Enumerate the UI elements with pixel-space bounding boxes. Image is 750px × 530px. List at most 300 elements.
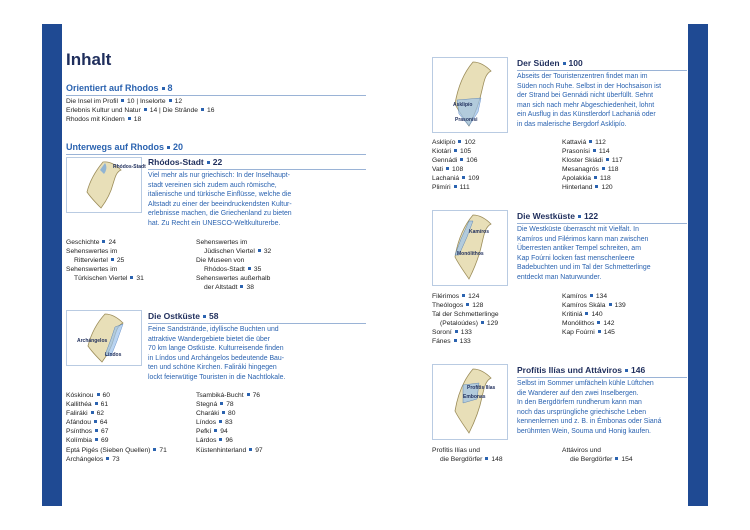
bullet-square-icon [167, 146, 170, 149]
entry-page: 71 [159, 446, 167, 454]
entry-label: Rhódos-Stadt [204, 266, 245, 274]
entry-page: 114 [598, 148, 610, 156]
index-column-2 [562, 446, 690, 464]
orientiert-line [66, 106, 366, 115]
chapter-description [517, 379, 689, 437]
bullet-square-icon [95, 438, 98, 441]
entry-page: 154 [621, 456, 633, 464]
index-entry[interactable] [66, 391, 194, 400]
description-line: in das malerische Bergdorf Asklipío. [517, 120, 627, 128]
map-label: Rhódos-Stadt [113, 164, 146, 170]
index-entry[interactable] [432, 319, 560, 328]
entry-label: Filérimos [432, 293, 460, 300]
entry-label: Kattaviá [562, 139, 587, 146]
bullet-square-icon [466, 303, 469, 306]
entry-label: Erlebnis Kultur und Natur [66, 107, 141, 115]
entry-page: 31 [136, 275, 144, 283]
index-column-1 [432, 138, 560, 193]
entry-page: 76 [252, 392, 261, 399]
description-line: lockt feierwütige Touristen in die Nachtlokale. [148, 373, 286, 381]
index-entry[interactable] [562, 301, 690, 310]
entry-label: Sehenswertes im [66, 248, 118, 256]
bullet-square-icon [153, 448, 156, 451]
entry-page: 62 [96, 410, 105, 418]
entry-page: 118 [607, 166, 619, 174]
bullet-square-icon [248, 267, 251, 270]
entry-label: Gennádi [432, 157, 458, 165]
index-column-1 [66, 391, 194, 464]
index-entry[interactable] [432, 147, 560, 156]
chapter-title: Die Ostküste [148, 311, 200, 321]
bullet-square-icon [455, 330, 458, 333]
index-column-1 [432, 292, 560, 347]
description-line: Überresten antiker Tempel schreiten, am [517, 245, 641, 253]
index-column-2 [196, 391, 366, 455]
orientiert-entry[interactable] [140, 98, 182, 105]
entry-label: Afándou [66, 419, 91, 427]
entry-label: Attáviros und [562, 447, 602, 454]
bullet-square-icon [95, 429, 98, 432]
index-entry[interactable] [196, 409, 366, 418]
index-entry[interactable] [66, 274, 194, 283]
index-entry[interactable] [562, 183, 690, 192]
divider [148, 323, 366, 324]
description-line: der Strand bei Gennádi nicht überfüllt. Sehnt [517, 92, 653, 100]
index-entry[interactable] [562, 147, 690, 156]
entry-page: 38 [246, 284, 254, 292]
entry-label: Die Insel im Profil [66, 98, 119, 105]
index-entry[interactable] [196, 247, 366, 256]
chapter-description [148, 325, 366, 383]
entry-label: Fánes [432, 338, 451, 346]
description-line: Viel mehr als nur griechisch: In der Inselhaupt- [148, 172, 290, 179]
chapter-title: Der Süden [517, 58, 560, 68]
map-rhodos-stadt [66, 157, 146, 213]
description-line: Abseits der Touristenzentren findet man im [517, 73, 648, 80]
entry-page: 78 [226, 401, 234, 409]
chapter-title: Die Westküste [517, 211, 575, 221]
index-entry [196, 274, 366, 283]
index-entry[interactable] [432, 328, 560, 337]
entry-label: Tsambiká-Bucht [196, 392, 244, 399]
bullet-square-icon [585, 312, 588, 315]
entry-label: Charáki [196, 410, 220, 418]
entry-label: Die Strände [162, 107, 198, 115]
bullet-square-icon [625, 369, 628, 372]
index-entry[interactable] [562, 310, 690, 319]
bullet-square-icon [162, 87, 165, 90]
entry-page: 25 [116, 257, 125, 265]
chapter-heading[interactable] [517, 211, 598, 221]
description-line: 70 km lange Ostküste. Kulturreisende finden [148, 345, 284, 353]
chapter-page: 100 [568, 58, 583, 68]
index-entry[interactable] [66, 400, 194, 409]
entry-label: Kamíros [562, 293, 587, 300]
description-line: Süden noch Ruhe. Selbst in der Hochsaison ist [517, 82, 662, 90]
bullet-square-icon [481, 321, 484, 324]
bullet-square-icon [258, 249, 261, 252]
entry-page: 105 [459, 148, 472, 156]
section-page: 20 [173, 142, 184, 152]
map-label: Asklipío [453, 102, 473, 108]
index-entry[interactable] [432, 156, 560, 165]
index-entry[interactable] [562, 156, 690, 165]
index-entry[interactable] [562, 174, 690, 183]
divider [517, 70, 687, 71]
description-line: Kamíros und Filérimos kann man zwischen [517, 235, 649, 243]
index-column-2 [562, 292, 690, 337]
bullet-square-icon [214, 429, 217, 432]
description-line: stadt vereinen sich zudem auch römische, [148, 181, 277, 189]
section-page: 8 [167, 83, 173, 93]
entry-label: Kap Foúrni [562, 329, 595, 337]
bullet-square-icon [144, 108, 147, 111]
entry-label: die Bergdörfer [440, 456, 483, 464]
entry-label: Kritiniá [562, 311, 583, 319]
index-entry[interactable] [562, 292, 690, 301]
index-entry [196, 256, 366, 265]
index-entry[interactable] [196, 427, 366, 436]
index-entry [562, 446, 690, 455]
entry-label: Geschichte [66, 239, 100, 246]
chapter-heading[interactable] [517, 58, 583, 68]
chapter-page: 22 [212, 157, 223, 167]
index-entry [432, 446, 560, 455]
bullet-square-icon [578, 215, 581, 218]
entry-label: Jüdischen Viertel [204, 248, 255, 256]
bullet-square-icon [97, 393, 100, 396]
index-entry[interactable] [66, 455, 194, 464]
entry-page: 96 [225, 437, 233, 445]
entry-page: 118 [600, 175, 611, 183]
entry-label: Plimíri [432, 184, 451, 192]
orientiert-entry[interactable] [163, 107, 215, 114]
entry-page: 106 [466, 157, 478, 165]
bullet-square-icon [462, 294, 465, 297]
entry-label: Kóskinou [66, 392, 94, 399]
entry-label: Eptá Pigés (Sieben Quellen) [66, 446, 151, 454]
index-entry[interactable] [66, 446, 194, 455]
entry-page: 94 [220, 428, 228, 436]
bullet-square-icon [91, 411, 94, 414]
index-entry[interactable] [432, 165, 560, 174]
description-line: Altstadt zu einer der beeindruckendsten Kultur- [148, 200, 292, 208]
entry-label: Türkischen Viertel [74, 275, 128, 283]
orientiert-line [66, 115, 366, 124]
entry-label: Líndos [196, 419, 217, 427]
bullet-square-icon [102, 240, 105, 243]
bullet-square-icon [589, 140, 592, 143]
index-column-2 [196, 238, 366, 293]
bullet-square-icon [609, 303, 612, 306]
map-label: Monólithos [457, 251, 484, 257]
entry-label: Tal der Schmetterlinge [432, 311, 499, 319]
entry-label: Theólogos [432, 302, 464, 310]
page-title: Inhalt [66, 50, 112, 69]
entry-label: Prasonísi [562, 148, 590, 156]
chapter-heading[interactable] [148, 157, 222, 167]
description-line: in Líndos und Archángelos bedeutende Bau- [148, 354, 285, 362]
entry-label: Stegná [196, 401, 218, 409]
description-line: berühmten Wein, Souma und Honig kaufen. [517, 427, 651, 435]
chapter-page: 146 [631, 365, 646, 375]
bullet-square-icon [240, 285, 243, 288]
bullet-square-icon [594, 176, 597, 179]
entry-page: 112 [595, 139, 606, 146]
entry-page: 83 [225, 419, 233, 427]
entry-page: 133 [459, 338, 471, 346]
map-label: Líndos [105, 352, 122, 358]
entry-label: Profítis Ilías und [432, 447, 480, 454]
index-entry[interactable] [66, 409, 194, 418]
entry-label: Hinterland [562, 184, 593, 192]
index-entry[interactable] [196, 283, 366, 292]
description-line: ten und schöne Kirchen. Faliráki hingegen [148, 364, 277, 372]
bullet-square-icon [454, 339, 457, 342]
entry-label: Kiotári [432, 148, 451, 156]
index-entry[interactable] [432, 292, 560, 301]
bullet-square-icon [201, 108, 204, 111]
index-entry [66, 247, 194, 256]
index-column-1 [66, 238, 194, 283]
index-entry[interactable] [562, 328, 690, 337]
index-entry[interactable] [196, 418, 366, 427]
entry-label: die Bergdörfer [570, 456, 613, 464]
bullet-square-icon [454, 185, 457, 188]
bullet-square-icon [454, 149, 457, 152]
index-entry[interactable] [196, 265, 366, 274]
bullet-square-icon [222, 411, 225, 414]
index-entry[interactable] [66, 256, 194, 265]
divider [66, 154, 366, 155]
entry-label: Vati [432, 166, 444, 174]
entry-label: Pefkí [196, 428, 212, 436]
index-entry[interactable] [432, 337, 560, 346]
index-entry[interactable] [562, 165, 690, 174]
map-label: Archángelos [77, 338, 108, 344]
entry-page: 109 [468, 175, 480, 183]
description-line: attraktive Wandergebiete bietet die über [148, 335, 270, 343]
bullet-square-icon [207, 161, 210, 164]
entry-label: Sehenswertes außerhalb [196, 275, 271, 283]
bullet-square-icon [121, 99, 124, 102]
index-entry[interactable] [432, 455, 560, 464]
bullet-square-icon [458, 140, 461, 143]
entry-label: Apolakkia [562, 175, 591, 183]
entry-label: Psínthos [66, 428, 93, 436]
index-entry[interactable] [196, 391, 366, 400]
entry-page: 10 [127, 98, 135, 105]
description-line: entdeckt man Naturwunder. [517, 273, 602, 281]
entry-page: 111 [459, 184, 470, 192]
index-entry[interactable] [196, 446, 366, 455]
index-entry[interactable] [562, 455, 690, 464]
entry-page: 120 [601, 184, 613, 192]
entry-label: Inselorte [139, 98, 166, 105]
entry-label: Kallithéa [66, 401, 92, 409]
chapter-heading[interactable] [517, 365, 645, 375]
index-column-1 [432, 446, 560, 464]
entry-page: 140 [591, 311, 603, 319]
chapter-page: 122 [583, 211, 599, 221]
bullet-square-icon [169, 99, 172, 102]
index-column-2 [562, 138, 690, 193]
entry-label: Ritterviertel [74, 257, 108, 265]
entry-page: 73 [112, 455, 120, 463]
section-unterwegs[interactable] [66, 142, 183, 152]
entry-page: 102 [464, 139, 476, 146]
entry-label: Asklipío [432, 139, 456, 146]
description-line: hat. Zu Recht ein UNESCO-Weltkulturerbe. [148, 219, 281, 227]
bullet-square-icon [106, 457, 109, 460]
entry-label: Küstenhinterland [196, 446, 247, 454]
index-entry[interactable] [196, 436, 366, 445]
entry-page: 61 [100, 401, 109, 409]
index-entry[interactable] [432, 183, 560, 192]
bullet-square-icon [595, 185, 598, 188]
divider [517, 223, 687, 224]
map-westkueste [432, 210, 508, 286]
index-entry[interactable] [432, 301, 560, 310]
entry-label: Mesanagrós [562, 166, 599, 174]
bullet-square-icon [446, 167, 449, 170]
chapter-page: 58 [208, 311, 219, 321]
bullet-square-icon [597, 321, 600, 324]
index-entry [432, 310, 560, 319]
divider [66, 95, 366, 96]
entry-page: 139 [614, 302, 626, 310]
bullet-square-icon [485, 457, 488, 460]
orientiert-entry[interactable] [66, 116, 141, 123]
bullet-square-icon [95, 402, 98, 405]
description-line: Kap Foúrni locken fast menschenleere [517, 254, 635, 262]
entry-page: 133 [460, 329, 472, 337]
bullet-square-icon [128, 117, 131, 120]
index-entry[interactable] [562, 138, 690, 147]
bullet-square-icon [615, 457, 618, 460]
index-entry[interactable] [432, 138, 560, 147]
entry-page: 12 [174, 98, 183, 105]
description-line: Badebuchten und im Tal der Schmetterlinge [517, 264, 651, 272]
section-orientiert[interactable] [66, 83, 173, 93]
bullet-square-icon [598, 330, 601, 333]
index-entry[interactable] [432, 174, 560, 183]
entry-page: 67 [101, 428, 109, 436]
entry-page: 117 [611, 157, 623, 165]
entry-page: 35 [253, 266, 262, 274]
bullet-square-icon [111, 258, 114, 261]
index-entry[interactable] [66, 418, 194, 427]
entry-page: 18 [133, 116, 142, 124]
chapter-description [517, 225, 689, 283]
entry-page: 124 [468, 293, 480, 300]
separator: | [134, 98, 140, 105]
entry-label: Soroní [432, 329, 452, 337]
entry-page: 145 [603, 329, 615, 337]
map-profitis-ilias [432, 364, 508, 440]
description-line: italienische und türkische Einflüsse, welche die [148, 191, 292, 199]
entry-page: 129 [486, 320, 499, 328]
index-entry [196, 238, 366, 247]
map-label: Embonas [463, 394, 486, 400]
entry-page: 14 [149, 107, 158, 115]
left-edge-bar [42, 24, 62, 506]
entry-page: 142 [603, 320, 615, 328]
bullet-square-icon [249, 448, 252, 451]
index-entry[interactable] [66, 436, 194, 445]
section-title: Unterwegs auf Rhodos [66, 142, 165, 152]
entry-page: 97 [255, 446, 263, 454]
separator: | [157, 107, 163, 115]
entry-label: Faliráki [66, 410, 88, 418]
chapter-description [517, 72, 689, 130]
bullet-square-icon [602, 167, 605, 170]
orientiert-list [66, 97, 366, 124]
entry-page: 64 [99, 419, 108, 427]
entry-label: Monólithos [562, 320, 595, 328]
description-line: Die Westküste überrascht mit Vielfalt. In [517, 226, 639, 233]
index-entry[interactable] [562, 319, 690, 328]
chapter-title: Rhódos-Stadt [148, 157, 204, 167]
description-line: Selbst im Sommer umfächeln kühle Lüftchen [517, 380, 654, 387]
orientiert-entry[interactable] [66, 98, 134, 105]
orientiert-entry[interactable] [66, 107, 157, 114]
bullet-square-icon [94, 420, 97, 423]
entry-label: (Petaloúdes) [440, 320, 478, 328]
description-line: In den Bergdörfern rundherum kann man [517, 399, 642, 407]
chapter-description [148, 171, 366, 229]
entry-label: Sehenswertes im [66, 266, 118, 274]
orientiert-line [66, 97, 366, 106]
bullet-square-icon [247, 393, 250, 396]
map-label: Prasonísi [455, 117, 478, 123]
entry-page: 69 [101, 437, 109, 445]
index-entry[interactable] [66, 238, 194, 247]
entry-page: 148 [491, 456, 503, 464]
entry-label: Kloster Skiádi [562, 157, 603, 165]
entry-page: 108 [452, 166, 464, 174]
entry-label: Archángelos [66, 455, 104, 463]
description-line: kennenlernen und z. B. in Émbonas oder Sianá [517, 418, 662, 426]
entry-label: Rhodos mit Kindern [66, 116, 125, 124]
map-label: Kamíros [469, 229, 490, 235]
map-label: Profítis Ilías [467, 385, 496, 391]
description-line: die Wanderer auf den zwei Inselbergen. [517, 389, 639, 397]
bullet-square-icon [593, 149, 596, 152]
description-line: Feine Sandstrände, idyllische Buchten und [148, 326, 279, 333]
bullet-square-icon [219, 438, 222, 441]
bullet-square-icon [563, 62, 566, 65]
bullet-square-icon [606, 158, 609, 161]
section-title: Orientiert auf Rhodos [66, 83, 159, 93]
description-line: noch das ursprüngliche griechische Leben [517, 408, 647, 416]
divider [148, 169, 366, 170]
bullet-square-icon [220, 402, 223, 405]
entry-label: Kolímbia [66, 437, 93, 445]
entry-page: 16 [206, 107, 215, 115]
entry-page: 128 [472, 302, 484, 310]
description-line: man sich nach mehr Abgeschiedenheit, lohnt [517, 101, 655, 109]
entry-page: 80 [228, 410, 236, 418]
index-entry[interactable] [196, 400, 366, 409]
chapter-heading[interactable] [148, 311, 218, 321]
bullet-square-icon [590, 294, 593, 297]
index-entry[interactable] [66, 427, 194, 436]
bullet-square-icon [460, 158, 463, 161]
map-sueden [432, 57, 508, 133]
map-ostkueste [66, 310, 142, 366]
bullet-square-icon [462, 176, 465, 179]
